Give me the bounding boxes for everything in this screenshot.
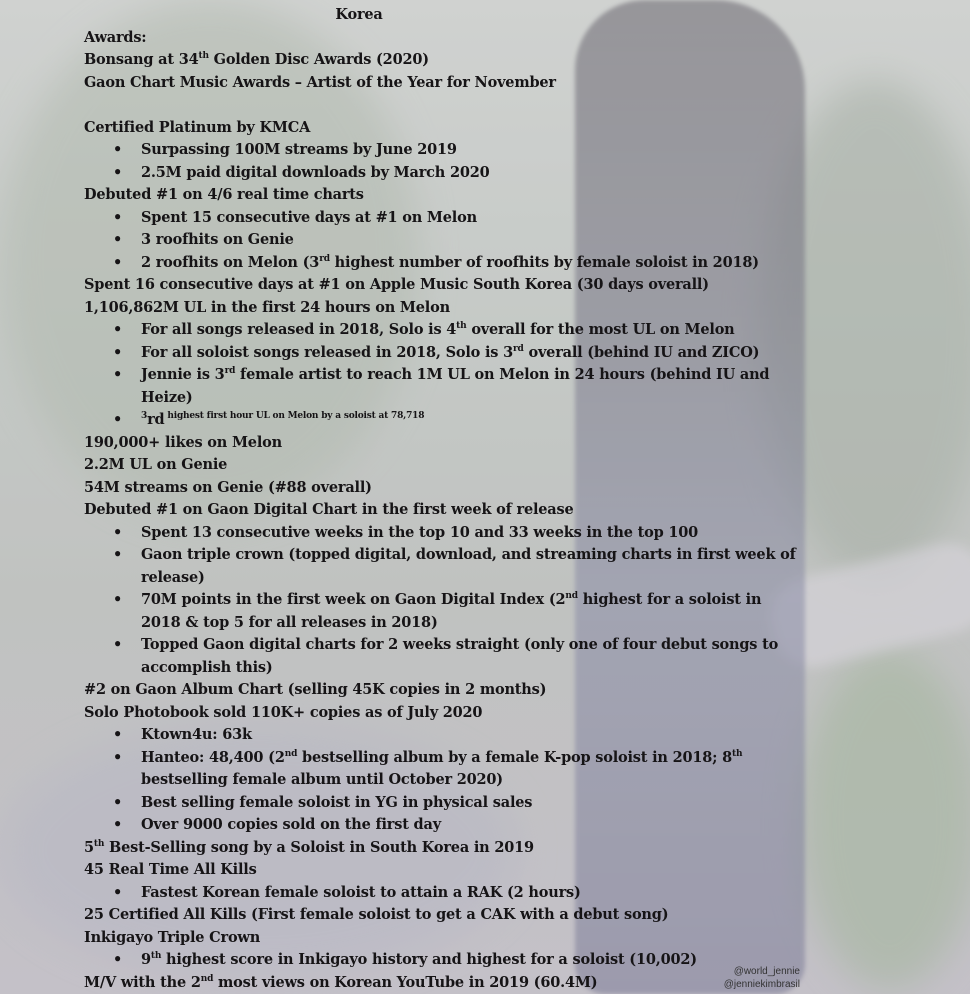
inkigayo-list (84, 949, 804, 972)
apple-music-line: Spent 16 consecutive days at #1 on Apple Music South Korea (30 days overall) (84, 276, 709, 293)
list-item: • Gaon triple crown (topped digital, download, and streaming charts in first week of release) (84, 544, 804, 589)
achievements-text (84, 4, 804, 994)
photobook-heading: Solo Photobook sold 110K+ copies as of July 2020 (84, 703, 483, 721)
rak-list (84, 882, 804, 905)
stat-line: Debuted #1 on Gaon Digital Chart in the first week of release (84, 501, 574, 518)
list-item: • Over 9000 copies sold on the first day (84, 814, 804, 837)
inkigayo-heading: Inkigayo Triple Crown (84, 928, 261, 946)
watermark-credits (724, 965, 800, 991)
list-item: • 3 roofhits on Genie (84, 229, 804, 252)
list-item: • 70M points in the first week on Gaon Digital Index (2nd highest for a soloist in 2018 & top 5 for all releases in 2018) (84, 589, 804, 634)
list-item: • For all soloist songs released in 2018, Solo is 3rd overall (behind IU and ZICO) (84, 342, 804, 365)
list-item: • Best selling female soloist in YG in physical sales (84, 792, 804, 815)
album-chart-line: #2 on Gaon Album Chart (selling 45K copies in 2 months) (84, 681, 547, 698)
certified-list (84, 139, 804, 184)
list-item: • $^3$rd $^{highest first hour UL on Melon by a soloist at 78,718}$ (84, 409, 804, 432)
list-item: • 9th highest score in Inkigayo history and highest for a soloist (10,002) (84, 949, 804, 972)
melon-ul-heading: 1,106,862M UL in the first 24 hours on Melon (84, 298, 450, 316)
list-item: • For all songs released in 2018, Solo is 4th overall for the most UL on Melon (84, 319, 804, 342)
debuted-realtime-heading: Debuted #1 on 4/6 real time charts (84, 186, 364, 203)
list-item: • Jennie is 3rd female artist to reach 1M UL on Melon in 24 hours (behind IU and Heize) (84, 364, 804, 409)
credit-handle: @jenniekimbrasil (723, 979, 800, 990)
stat-line: 190,000+ likes on Melon (84, 433, 282, 451)
gaon-list (84, 522, 804, 680)
stat-line: 54M streams on Genie (#88 overall) (84, 478, 372, 496)
awards-label: Awards: (84, 28, 147, 46)
list-item: • 2 roofhits on Melon (3rd highest number of roofhits by female soloist in 2018) (84, 252, 804, 275)
stat-line: 2.2M UL on Genie (84, 456, 228, 473)
certified-heading: Certified Platinum by KMCA (84, 118, 311, 136)
photobook-list (84, 724, 804, 837)
rak-heading: 45 Real Time All Kills (84, 861, 257, 878)
list-item: • Topped Gaon digital charts for 2 weeks straight (only one of four debut songs to accomplish this) (84, 634, 804, 679)
list-item: • Fastest Korean female soloist to attain a RAK (2 hours) (84, 882, 804, 905)
best-selling-line: 5th Best-Selling song by a Soloist in South Korea in 2019 (84, 838, 534, 856)
credit-handle: @world_jennie (733, 966, 800, 977)
debuted-realtime-list (84, 207, 804, 275)
list-item: • Surpassing 100M streams by June 2019 (84, 139, 804, 162)
page-title: Korea (335, 6, 383, 23)
text-line: Gaon Chart Music Awards – Artist of the Year for November (84, 73, 556, 91)
melon-ul-list (84, 319, 804, 432)
awards-list (84, 49, 804, 94)
list-item: • Hanteo: 48,400 (2nd bestselling album by a female K-pop soloist in 2018; 8th bestselling female album until October 2020) (84, 747, 804, 792)
list-item: • 2.5M paid digital downloads by March 2020 (84, 162, 804, 185)
mv-line: M/V with the 2nd most views on Korean YouTube in 2019 (60.4M) (84, 973, 598, 991)
cak-line: 25 Certified All Kills (First female soloist to get a CAK with a debut song) (84, 906, 669, 923)
list-item: • Spent 15 consecutive days at #1 on Melon (84, 207, 804, 230)
list-item: • Spent 13 consecutive weeks in the top 10 and 33 weeks in the top 100 (84, 522, 804, 545)
list-item: • Ktown4u: 63k (84, 724, 804, 747)
text-line: Bonsang at 34th Golden Disc Awards (2020) (84, 51, 429, 68)
